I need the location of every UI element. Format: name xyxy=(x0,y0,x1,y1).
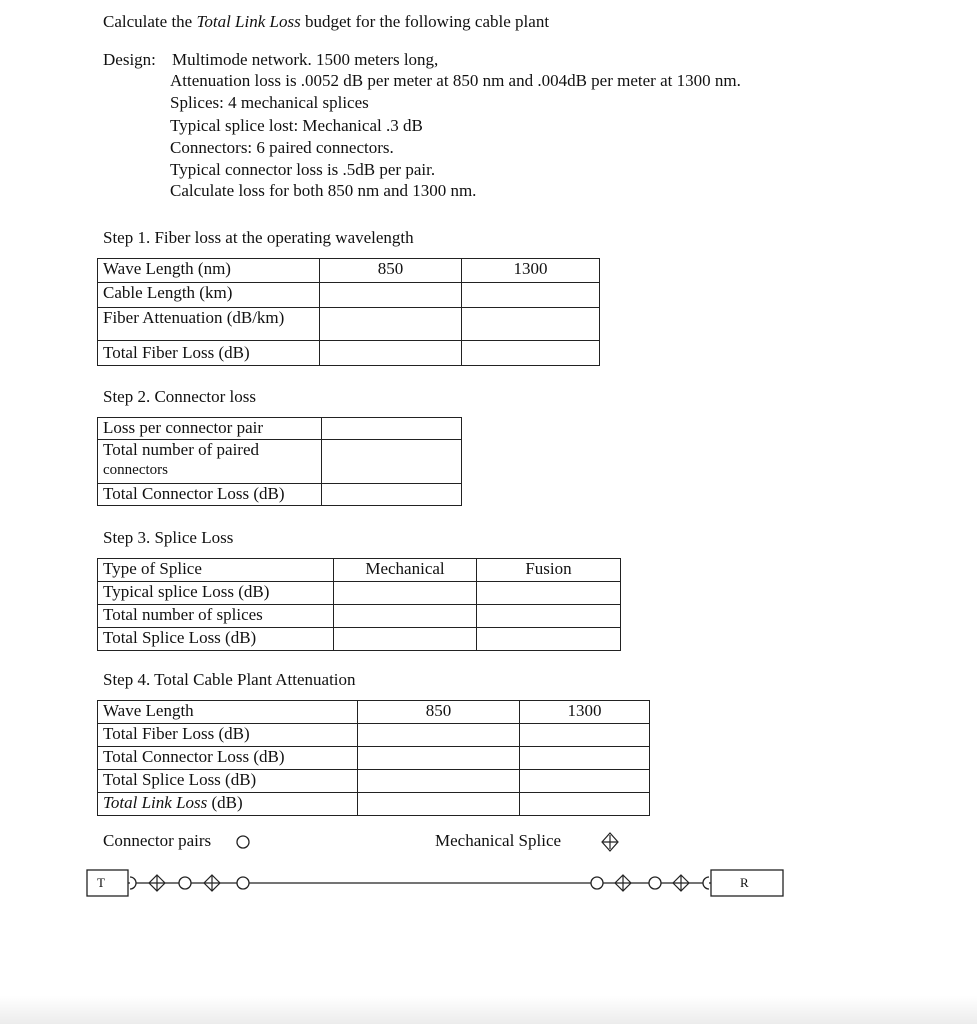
splice-icon xyxy=(615,875,631,891)
row-label-line: connectors xyxy=(103,462,168,478)
page-title: Calculate the Total Link Loss budget for the following cable plant xyxy=(103,12,550,31)
design-label: Design: xyxy=(103,50,156,69)
step3-title: Step 3. Splice Loss xyxy=(103,528,234,547)
col-header-1300: 1300 xyxy=(520,701,650,724)
col-header-mechanical: Mechanical xyxy=(334,559,477,582)
transmitter-box xyxy=(87,870,128,896)
design-line: Typical splice lost: Mechanical .3 dB xyxy=(170,116,423,135)
mechanical-splice-icon xyxy=(602,833,618,851)
splice-icon xyxy=(149,875,165,891)
row-label-line: Total number of paired xyxy=(103,440,260,459)
row-label: Type of Splice xyxy=(98,559,334,582)
design-first-line: Multimode network. 1500 meters long, xyxy=(172,50,439,69)
connector-pair-icon xyxy=(591,877,603,889)
splice-icon xyxy=(673,875,689,891)
design-line: Attenuation loss is .0052 dB per meter at 850 nm and .004dB per meter at 1300 nm. xyxy=(170,71,741,90)
row-label: Total Connector Loss (dB) xyxy=(98,484,322,506)
design-line: Calculate loss for both 850 nm and 1300 nm. xyxy=(170,181,477,200)
design-line: Connectors: 6 paired connectors. xyxy=(170,138,394,157)
col-header-fusion: Fusion xyxy=(477,559,621,582)
connector-pair-icon xyxy=(179,877,191,889)
connector-pair-icon xyxy=(649,877,661,889)
row-label: Total Splice Loss (dB) xyxy=(98,628,334,651)
col-header-1300: 1300 xyxy=(462,259,600,283)
row-label: Total Fiber Loss (dB) xyxy=(98,724,358,747)
connector-half-right xyxy=(703,877,709,889)
legend-splice-label: Mechanical Splice xyxy=(435,831,562,850)
row-label: Loss per connector pair xyxy=(98,418,322,440)
col-header-850: 850 xyxy=(320,259,462,283)
total-link-loss-emphasis: Total Link Loss xyxy=(103,793,208,812)
col-header-850: 850 xyxy=(358,701,520,724)
connector-pair-icon xyxy=(237,877,249,889)
row-label: Cable Length (km) xyxy=(98,283,320,308)
step1-title: Step 1. Fiber loss at the operating wavelength xyxy=(103,228,414,247)
connector-half-left xyxy=(130,877,136,889)
step2-title: Step 2. Connector loss xyxy=(103,387,256,406)
row-label: Total Link Loss (dB) xyxy=(98,793,358,816)
title-emphasis: Total Link Loss xyxy=(196,12,301,31)
row-label: Wave Length (nm) xyxy=(98,259,320,283)
row-label: Total Splice Loss (dB) xyxy=(98,770,358,793)
row-label: Total number of splices xyxy=(98,605,334,628)
row-label: Fiber Attenuation (dB/km) xyxy=(98,308,320,341)
connector-pair-icon xyxy=(237,836,249,848)
legend-connector-label: Connector pairs xyxy=(103,831,212,850)
splice-icon xyxy=(204,875,220,891)
page-bottom-shade xyxy=(0,996,977,1024)
row-label: Typical splice Loss (dB) xyxy=(98,582,334,605)
design-line: Typical connector loss is .5dB per pair. xyxy=(170,160,436,179)
row-label: Wave Length xyxy=(98,701,358,724)
step4-title: Step 4. Total Cable Plant Attenuation xyxy=(103,670,356,689)
row-label: Total Connector Loss (dB) xyxy=(98,747,358,770)
design-line: Splices: 4 mechanical splices xyxy=(170,93,369,112)
transmitter-label: T xyxy=(97,875,105,890)
row-label: Total Fiber Loss (dB) xyxy=(98,341,320,366)
receiver-label: R xyxy=(740,875,749,890)
